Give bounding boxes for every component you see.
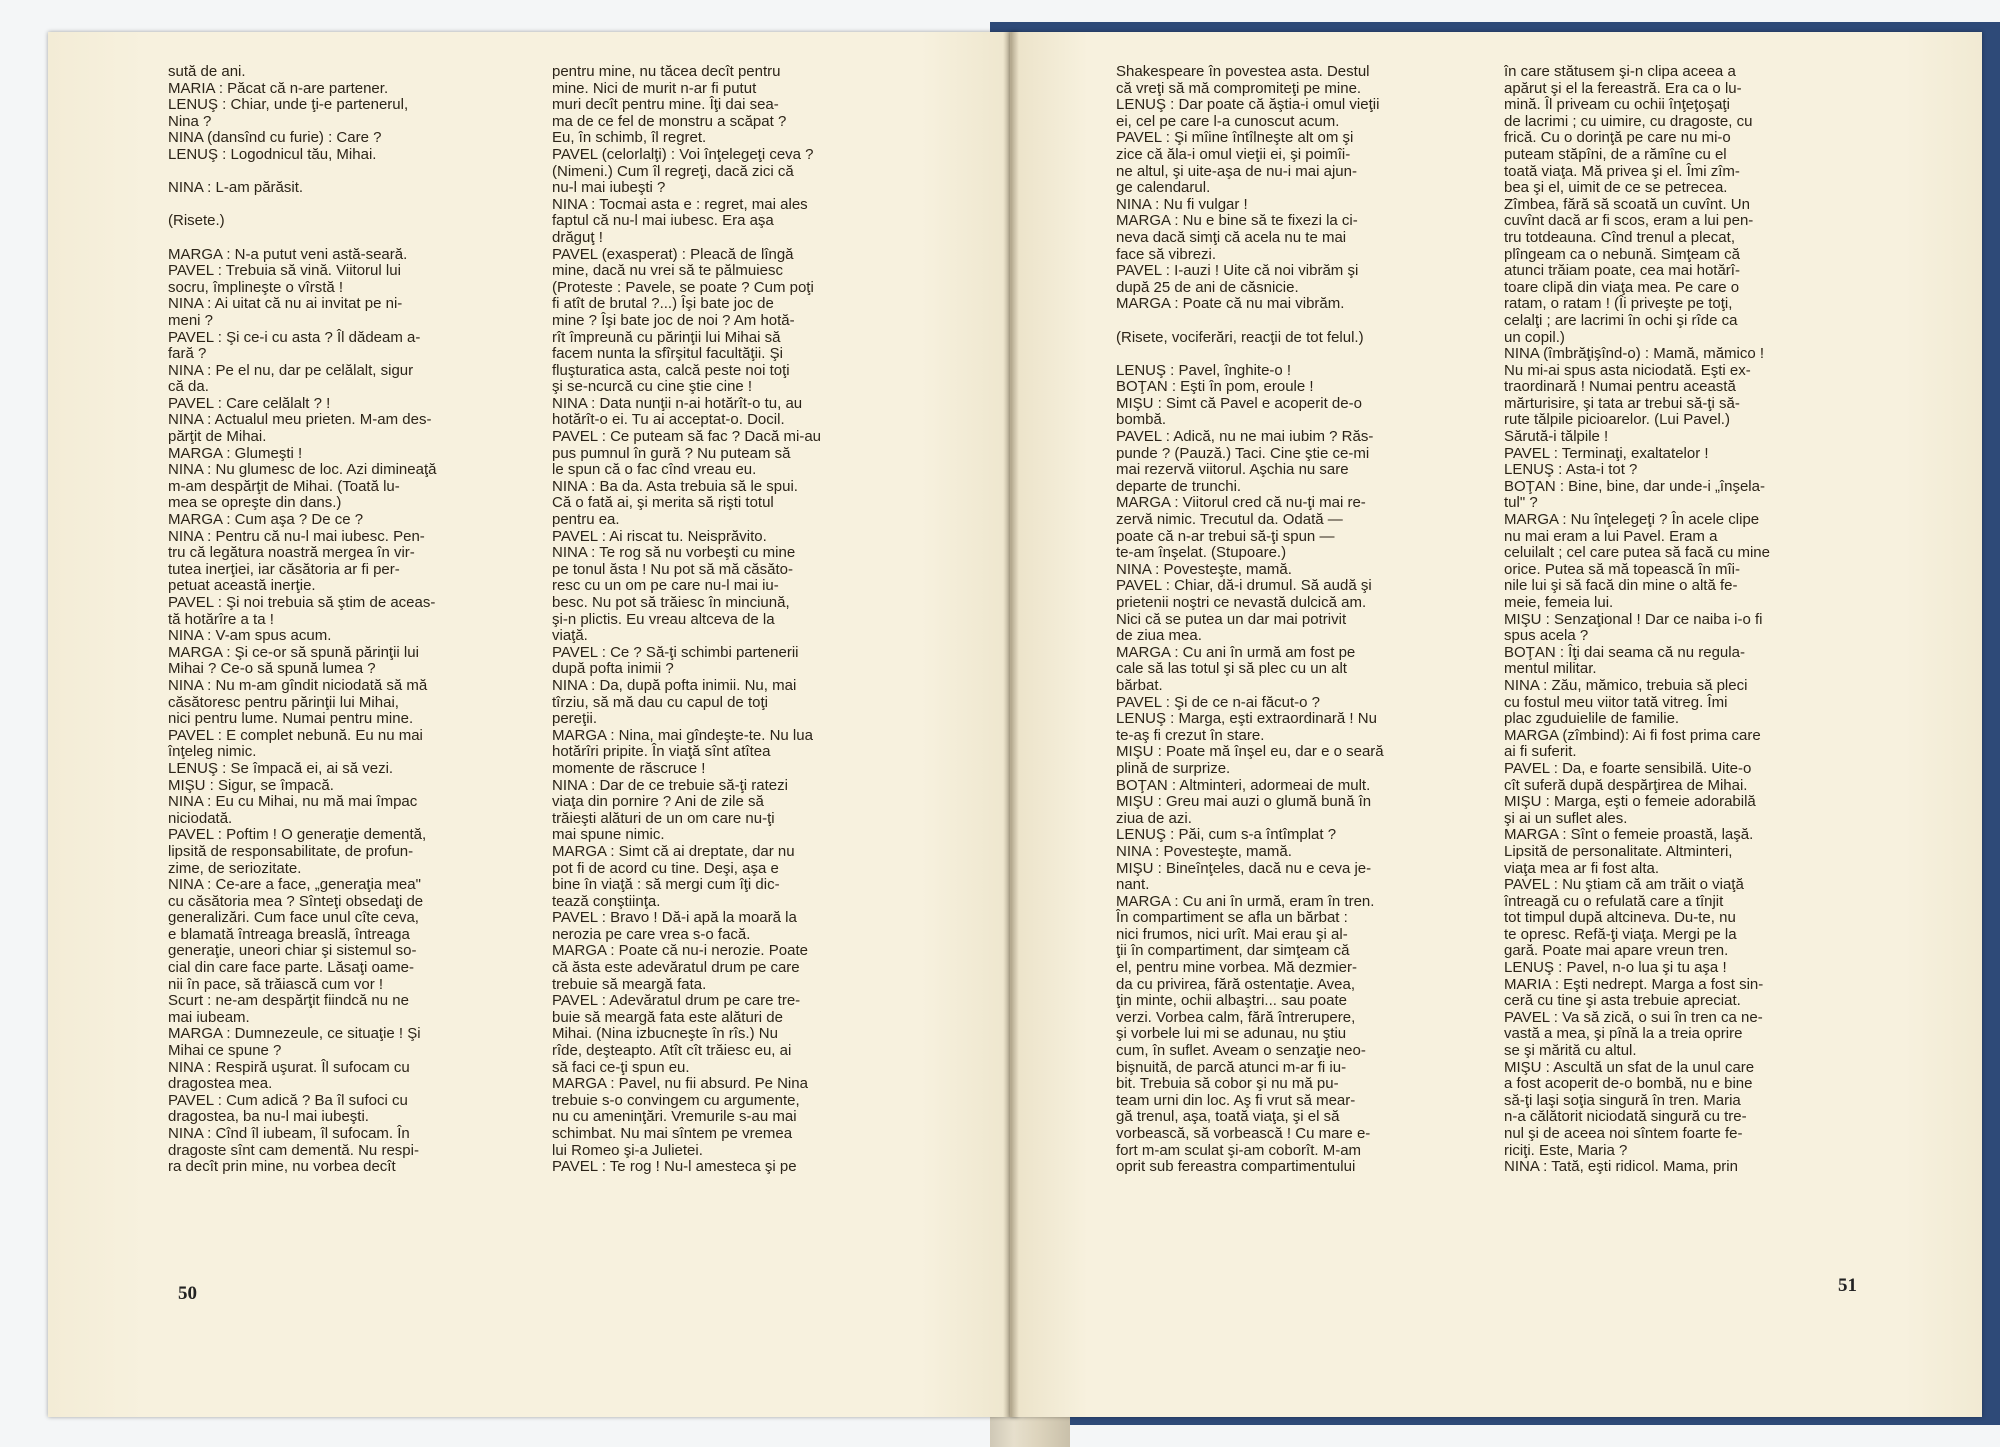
text-line: bit. Trebuia să cobor şi nu mă pu- [1116, 1075, 1339, 1093]
text-line: NINA : Zău, mămico, trebuia să pleci [1504, 676, 1748, 694]
text-line: ei, cel pe care l-a cunoscut acum. [1116, 112, 1340, 130]
text-line: mine. Nici de murit n-ar fi putut [552, 79, 757, 97]
text-line: lipsită de responsabilitate, de profun- [168, 842, 414, 860]
text-line: cu căsătoria mea ? Sînteţi obsedaţi de [168, 892, 424, 910]
text-line: meni ? [168, 311, 214, 329]
text-line: punde ? (Pauză.) Taci. Cine ştie ce-mi [1116, 444, 1370, 462]
text-line: resc cu un om pe care nu-l mai iu- [552, 577, 779, 595]
text-line: rîde, deşteapto. Atît cît trăiesc eu, ai [552, 1042, 792, 1060]
text-line: frică. Cu o dorinţă pe care nu mi-o [1504, 129, 1731, 147]
text-line: momente de răscruce ! [552, 759, 706, 777]
text-line: (Proteste : Pavele, se poate ? Cum poţi [552, 278, 814, 296]
text-line: face să vibrezi. [1116, 245, 1217, 263]
text-line: bea şi el, uimit de ce se petrecea. [1504, 179, 1728, 197]
text-line: MIŞU : Ascultă un sfat de la unul care [1504, 1058, 1755, 1076]
text-line: NINA : V-am spus acum. [168, 627, 332, 645]
text-line: MARIA : Eşti nedrept. Marga a fost sin- [1504, 975, 1764, 993]
text-line: LENUŞ : Pavel, n-o lua şi tu aşa ! [1504, 959, 1727, 977]
text-line: nerozia pe care vrea s-o facă. [552, 925, 751, 943]
text-line: toată viaţa. Mă privea şi el. Îmi zîm- [1504, 162, 1740, 180]
text-line: Mihai. (Nina izbucneşte în rîs.) Nu [552, 1025, 778, 1043]
text-line: lui Romeo şi-a Julietei. [552, 1141, 703, 1159]
text-line: viaţă. [552, 627, 588, 645]
text-line: MIŞU : Poate mă înşel eu, dar e o seară [1116, 743, 1384, 761]
text-line: zice că ăla-i omul vieţii ei, şi poimîi- [1116, 145, 1351, 163]
text-line: părţit de Mihai. [168, 428, 267, 446]
text-line: pentru mine, nu tăcea decît pentru [552, 64, 781, 80]
text-line: căsătoresc pentru părinţii lui Mihai, [168, 693, 399, 711]
text-line: ziua de azi. [1116, 809, 1192, 827]
text-line: cale să las totul şi să plec cu un alt [1116, 660, 1347, 678]
text-line: tă hotărîre a ta ! [168, 610, 274, 628]
text-line: nici pentru lume. Numai pentru mine. [168, 710, 414, 728]
text-line: ceră cu tine şi asta trebuie apreciat. [1504, 992, 1741, 1010]
text-line: gară. Poate mai apare vreun tren. [1504, 942, 1729, 960]
text-line: nu-l mai iubeşti ? [552, 179, 666, 197]
text-line: mai iubeam. [168, 1008, 250, 1026]
text-line: PAVEL : Adevăratul drum pe care tre- [552, 992, 801, 1010]
text-line: apărut şi el la fereastră. Era ca o lu- [1504, 79, 1742, 97]
text-line: ratam, o ratam ! (Îi priveşte pe toţi, [1504, 295, 1733, 313]
text-line: dragoste sînt cam dementă. Nu respi- [168, 1141, 419, 1159]
text-line: cît suferă după despărţirea de Mihai. [1504, 776, 1748, 794]
text-line: mea se opreşte din dans.) [168, 494, 342, 512]
text-line: NINA : Pentru că nu-l mai iubesc. Pen- [168, 527, 425, 545]
text-line: MARGA : Nina, mai gîndeşte-te. Nu lua [552, 726, 813, 744]
text-line: mai spune nimic. [552, 826, 665, 844]
text-line: PAVEL : Bravo ! Dă-i apă la moară la [552, 909, 797, 927]
text-line: (Risete.) [168, 212, 225, 230]
text-line: MARGA : Poate că nu-i nerozie. Poate [552, 942, 808, 960]
text-line: PAVEL : Care celălalt ? ! [168, 394, 331, 412]
text-line: te-am înşelat. (Stupoare.) [1116, 544, 1287, 562]
text-line: LENUŞ : Logodnicul tău, Mihai. [168, 145, 377, 163]
text-line [1116, 346, 1492, 363]
text-line: atunci trăiam poate, cea mai hotărî- [1504, 262, 1740, 280]
text-line: NINA : Actualul meu prieten. M-am des- [168, 411, 432, 429]
text-line: nant. [1116, 876, 1150, 894]
text-line: tul" ? [1504, 494, 1538, 512]
text-line: hotărîri pripite. În viaţă sînt atîtea [552, 743, 771, 761]
text-line: şi vorbele lui mi se adunau, nu ştiu [1116, 1025, 1347, 1043]
text-line: MARGA : Cu ani în urmă am fost pe [1116, 643, 1356, 661]
text-line: MARGA : Sînt o femeie proastă, laşă. [1504, 826, 1754, 844]
text-line: LENUŞ : Marga, eşti extraordinară ! Nu [1116, 710, 1377, 728]
text-line: nii în pace, să trăiască cum vor ! [168, 975, 384, 993]
text-line: PAVEL : E complet nebună. Eu nu mai [168, 726, 423, 744]
text-line: mine ? Îşi bate joc de noi ? Am hotă- [552, 311, 795, 329]
text-line: verzi. Vorbea calm, fără întrerupere, [1116, 1008, 1356, 1026]
text-line: mentul militar. [1504, 660, 1597, 678]
text-line: MARGA : Viitorul cred că nu-ţi mai re- [1116, 494, 1366, 512]
text-line: NINA : Ai uitat că nu ai invitat pe ni- [168, 295, 403, 313]
text-line: NINA : Nu m-am gîndit niciodată să mă [168, 676, 428, 694]
text-line: (Nimeni.) Cum îl regreţi, dacă zici că [552, 162, 794, 180]
text-line: prietenii noştri ce nevastă dulcică am. [1116, 594, 1367, 611]
text-line: pus pumnul în gură ? Nu puteam să [552, 444, 791, 462]
text-line: riciţi. Este, Maria ? [1504, 1141, 1628, 1159]
text-line: LENUŞ : Păi, cum s-a întîmplat ? [1116, 826, 1337, 844]
text-line: MARGA : Nu înţelegeţi ? În acele clipe [1504, 511, 1760, 529]
text-line: ţii în compartiment, dar simţeam că [1116, 942, 1350, 960]
text-line: NINA : Ce-are a face, „generaţia mea" [168, 876, 421, 894]
text-line: PAVEL : I-auzi ! Uite că noi vibrăm şi [1116, 262, 1359, 280]
text-line: traordinară ! Numai pentru această [1504, 378, 1736, 396]
text-line: sută de ani. [168, 64, 246, 80]
text-line: întreagă cu o refulată care a tînjit [1504, 892, 1724, 910]
text-line: tutea inerţiei, iar căsătoria ar fi per- [168, 560, 400, 578]
text-column-4 [1504, 64, 1896, 1294]
text-line: team urni din loc. Aş fi vrut să mear- [1116, 1091, 1356, 1109]
text-line: şi se-ncurcă cu cine ştie cine ! [552, 378, 753, 396]
text-line: Nici că se putea un dar mai potrivit [1116, 610, 1347, 628]
text-line: BOŢAN : Eşti în pom, eroule ! [1116, 378, 1314, 396]
text-column-2 [552, 64, 932, 1294]
text-line: NINA : Povesteşte, mamă. [1116, 842, 1292, 860]
text-line: tează conştiinţa. [552, 892, 661, 910]
text-line: (Risete, vociferări, reacţii de tot felul.) [1116, 328, 1364, 346]
text-line: MIŞU : Simt că Pavel e acoperit de-o [1116, 394, 1362, 412]
text-line: dragostea, ba nu-l mai iubeşti. [168, 1108, 369, 1126]
text-line: NINA (îmbrăţişînd-o) : Mamă, mămico ! [1504, 345, 1765, 363]
text-line: vastă a mea, şi pînă la a treia oprire [1504, 1025, 1743, 1043]
text-line: LENUŞ : Pavel, înghite-o ! [1116, 361, 1292, 379]
text-line: gă trenul, aşa, toată viaţa, şi el să [1116, 1108, 1340, 1126]
text-line: toare clipă din viaţa mea. Pe care o [1504, 278, 1740, 296]
text-line: celalţi ; are lacrimi în ochi şi rîde ca [1504, 311, 1738, 329]
text-line: petuat această inerţie. [168, 577, 316, 595]
text-line: cu fostul meu viitor tată vitreg. Îmi [1504, 693, 1728, 711]
text-line: ai fi suferit. [1504, 743, 1577, 761]
text-line: mărturisire, şi tata ar trebui să-ţi să- [1504, 394, 1740, 412]
text-line: să-ţi laşi soţia singură în tren. Maria [1504, 1091, 1741, 1109]
text-line: NINA : Povesteşte, mamă. [1116, 560, 1292, 578]
text-line: NINA : Dar de ce trebuie să-ţi ratezi [552, 776, 788, 794]
text-line: MARGA : Pavel, nu fii absurd. Pe Nina [552, 1075, 808, 1093]
text-line: PAVEL : Şi ce-i cu asta ? Îl dădeam a- [168, 328, 421, 346]
text-line: faptul că nu-l mai iubesc. Era aşa [552, 212, 774, 230]
text-line: NINA (dansînd cu furie) : Care ? [168, 129, 382, 147]
text-line: NINA : Nu glumesc de loc. Azi dimineaţă [168, 461, 437, 479]
text-line: după 25 de ani de căsnicie. [1116, 278, 1299, 296]
text-line: pe tonul ăsta ! Nu pot să mă căsăto- [552, 560, 793, 578]
text-line: după pofta inimii ? [552, 660, 674, 678]
text-line: Scurt : ne-am despărţit fiindcă nu ne [168, 992, 409, 1010]
text-line: PAVEL : Şi noi trebuia să ştim de aceas- [168, 594, 436, 611]
text-line: PAVEL : Va să zică, o sui în tren ca ne- [1504, 1008, 1763, 1026]
text-line: PAVEL : Şi mîine întîlneşte alt om şi [1116, 129, 1354, 147]
text-line: nici frumos, nici urît. Mai erau şi al- [1116, 925, 1348, 943]
text-line: viaţa din pornire ? Ani de zile să [552, 793, 764, 811]
text-line: n-a călătorit niciodată singură cu tre- [1504, 1108, 1747, 1126]
text-line: plină de surprize. [1116, 759, 1231, 777]
text-line: în care stătusem şi-n clipa aceea a [1504, 64, 1736, 80]
text-line: MARGA : N-a putut veni astă-seară. [168, 245, 408, 263]
text-line: BOŢAN : Bine, bine, dar unde-i „înşela- [1504, 477, 1765, 495]
text-line: Lipsită de personalitate. Altminteri, [1504, 842, 1733, 860]
text-line: MARGA : Cum aşa ? De ce ? [168, 511, 364, 529]
text-line: rute tălpile picioarelor. (Lui Pavel.) [1504, 411, 1730, 429]
text-line: trebuie s-o convingem cu argumente, [552, 1091, 800, 1109]
text-line [168, 230, 528, 247]
text-line: Nina ? [168, 112, 212, 130]
text-line: meie, femeia lui. [1504, 594, 1614, 611]
text-line: PAVEL : Te rog ! Nu-l amesteca şi pe [552, 1158, 797, 1176]
text-line: MARGA : Glumeşti ! [168, 444, 303, 462]
text-line: le spun că o fac cînd vreau eu. [552, 461, 757, 479]
text-line: tîrziu, să mă dau cu capul de toţi [552, 693, 768, 711]
text-line: neva dacă simţi că acela nu te mai [1116, 228, 1347, 246]
text-line: PAVEL : Chiar, dă-i drumul. Să audă şi [1116, 577, 1372, 595]
text-line: MARGA (zîmbind): Ai fi fost prima care [1504, 726, 1761, 744]
text-line: ne altul, şi uite-aşa de nu-i mai ajun- [1116, 162, 1357, 180]
text-line [1116, 313, 1492, 330]
text-line: PAVEL (celorlalţi) : Voi înţelegeţi ceva ? [552, 145, 814, 163]
text-line: dragostea mea. [168, 1075, 273, 1093]
text-line: Că o fată ai, şi merita să rişti totul [552, 494, 774, 512]
text-line: LENUŞ : Dar poate că ăştia-i omul vieţii [1116, 96, 1380, 114]
text-line: MIŞU : Marga, eşti o femeie adorabilă [1504, 793, 1756, 811]
page-number-left: 50 [178, 1283, 197, 1304]
text-line: ţin minte, ochii albaştri... sau poate [1116, 992, 1347, 1010]
text-line [168, 164, 528, 181]
text-line: şi-n plictis. Eu vreau altceva de la [552, 610, 775, 628]
text-line: PAVEL : Ce puteam să fac ? Dacă mi-au [552, 428, 822, 446]
text-line: departe de trunchi. [1116, 477, 1242, 495]
text-line: nile lui şi să facă din mine o altă fe- [1504, 577, 1738, 595]
text-line: pereţii. [552, 710, 598, 728]
text-line: că vreţi să mă compromiteţi pe mine. [1116, 79, 1362, 97]
text-line: fort m-am sculat şi-am coborît. M-am [1116, 1141, 1362, 1159]
text-column-1 [168, 64, 528, 1294]
text-line: mai rezervă viitorul. Aşchia nu sare [1116, 461, 1349, 479]
text-line: spus acela ? [1504, 627, 1589, 645]
text-line: PAVEL : Terminaţi, exaltatelor ! [1504, 444, 1709, 462]
text-line: mină. Îl priveam cu ochii înţeţoşaţi [1504, 96, 1730, 114]
text-line: PAVEL : Poftim ! O generaţie dementă, [168, 826, 427, 844]
text-line: muri decît pentru mine. Îţi dai sea- [552, 96, 779, 114]
text-line: NINA : Tată, eşti ridicol. Mama, prin [1504, 1158, 1738, 1176]
text-line: MIŞU : Senzaţional ! Dar ce naiba i-o fi [1504, 610, 1763, 628]
text-line: trebuie să meargă fata. [552, 975, 707, 993]
text-line: PAVEL : Trebuia să vină. Viitorul lui [168, 262, 401, 280]
text-line: NINA : Tocmai asta e : regret, mai ales [552, 195, 808, 213]
text-line: LENUŞ : Asta-i tot ? [1504, 461, 1638, 479]
text-line: Mihai ? Ce-o să spună lumea ? [168, 660, 376, 678]
text-line: NINA : Da, după pofta inimii. Nu, mai [552, 676, 797, 694]
text-line: plîngeam ca o nebună. Simţeam că [1504, 245, 1740, 263]
text-line: ge calendarul. [1116, 179, 1211, 197]
text-line: PAVEL (exasperat) : Pleacă de lîngă [552, 245, 794, 263]
text-line: că ăsta este adevăratul drum pe care [552, 959, 800, 977]
text-line: LENUŞ : Se împacă ei, ai să vezi. [168, 759, 394, 777]
text-line: besc. Nu pot să trăiesc în minciună, [552, 594, 790, 611]
text-line: bărbat. [1116, 676, 1163, 694]
text-line: celuilalt ; cel care putea să facă cu mine [1504, 544, 1770, 562]
text-line: MARGA : Cu ani în urmă, eram în tren. [1116, 892, 1375, 910]
text-line: trăieşti alături de un om care nu-ţi [552, 809, 775, 827]
text-line: NINA : Te rog să nu vorbeşti cu mine [552, 544, 796, 562]
text-line: Nu mi-ai spus asta niciodată. Eşti ex- [1504, 361, 1751, 379]
text-line: În compartiment se afla un bărbat : [1116, 909, 1348, 927]
text-line: el, pentru mine vorbea. Mă dezmier- [1116, 959, 1357, 977]
text-line: viaţa mea ar fi fost alta. [1504, 859, 1660, 877]
text-line: schimbat. Nu mai sîntem pe vremea [552, 1125, 793, 1142]
text-line: nu mai eram a lui Pavel. Eram a [1504, 527, 1718, 545]
text-line: orice. Putea să mă topească în mîi- [1504, 560, 1740, 578]
text-line: MARGA : Simt că ai dreptate, dar nu [552, 842, 795, 860]
text-line: tru că legătura noastră mergea în vir- [168, 544, 415, 562]
text-line: m-am despărţit de Mihai. (Toată lu- [168, 477, 400, 495]
text-line: PAVEL : Adică, nu ne mai iubim ? Răs- [1116, 428, 1374, 446]
text-line: PAVEL : Ai riscat tu. Neisprăvito. [552, 527, 767, 545]
text-line: PAVEL : Nu ştiam că am trăit o viaţă [1504, 876, 1744, 894]
text-line: fară ? [168, 345, 207, 363]
text-line: ma de ce fel de monstru a scăpat ? [552, 112, 787, 130]
text-line: de lacrimi ; cu uimire, cu dragoste, cu [1504, 112, 1753, 130]
text-line: Mihai ce spune ? [168, 1042, 282, 1060]
text-column-3 [1116, 64, 1492, 1294]
text-line: BOŢAN : Altminteri, adormeai de mult. [1116, 776, 1371, 794]
text-line: NINA : Data nunţii n-ai hotărît-o tu, au [552, 394, 803, 412]
text-line: NINA : Ba da. Asta trebuia să le spui. [552, 477, 798, 495]
text-line: LENUŞ : Chiar, unde ţi-e partenerul, [168, 96, 409, 114]
text-line: puteam stăpîni, de a rămîne cu el [1504, 145, 1727, 163]
text-line: MIŞU : Greu mai auzi o glumă bună în [1116, 793, 1372, 811]
text-line: NINA : L-am părăsit. [168, 179, 304, 197]
text-line: NINA : Respiră uşurat. Îl sufocam cu [168, 1058, 410, 1076]
text-line: MIŞU : Sigur, se împacă. [168, 776, 334, 794]
text-line: da cu privirea, fără ostentaţie. Avea, [1116, 975, 1356, 993]
text-line: PAVEL : Cum adică ? Ba îl sufoci cu [168, 1091, 408, 1109]
text-line: te opresc. Refă-ţi viaţa. Mergi pe la [1504, 925, 1737, 943]
page-number-right: 51 [1838, 1275, 1857, 1296]
text-line: socru, împlineşte o vîrstă ! [168, 278, 344, 296]
text-line: cuvînt dacă ar fi scos, eram a lui pen- [1504, 212, 1754, 230]
text-line: generaţie, uneori chiar şi sistemul so- [168, 942, 417, 960]
text-line: niciodată. [168, 809, 233, 827]
text-line: bişnuită, de parcă atunci m-ar fi iu- [1116, 1058, 1347, 1076]
text-line: MARGA : Nu e bine să te fixezi la ci- [1116, 212, 1358, 230]
text-line: Eu, în schimb, îl regret. [552, 129, 707, 147]
text-line: cum, în suflet. Aveam o senzaţie neo- [1116, 1042, 1366, 1060]
text-line: Sărută-i tălpile ! [1504, 428, 1609, 446]
text-line: PAVEL : Şi de ce n-ai făcut-o ? [1116, 693, 1320, 711]
text-line: NINA : Cînd îl iubeam, îl sufocam. În [168, 1125, 410, 1142]
text-line: MARGA : Şi ce-or să spună părinţii lui [168, 643, 419, 661]
text-line: se şi mărită cu altul. [1504, 1042, 1637, 1060]
text-line: drăguţ ! [552, 228, 603, 246]
text-line: bine în viaţă : să mergi cum îţi dic- [552, 876, 780, 894]
text-line: tot timpul după altcineva. Du-te, nu [1504, 909, 1736, 927]
text-line: mine, dacă nu vrei să te pălmuiesc [552, 262, 783, 280]
text-line: un copil.) [1504, 328, 1565, 346]
text-line [168, 197, 528, 214]
text-line: să faci ce-ţi spun eu. [552, 1058, 690, 1076]
text-line: Zîmbea, fără să scoată un cuvînt. Un [1504, 195, 1750, 213]
text-line: poate că n-ar trebui să-ţi spun — [1116, 527, 1335, 545]
book-gutter [1003, 32, 1019, 1417]
text-line: nu cu ameninţări. Vremurile s-au mai [552, 1108, 797, 1126]
text-line: e blamată întreaga breaslă, întreaga [168, 925, 410, 943]
text-line: înţeleg nimic. [168, 743, 257, 761]
text-line: şi ai un suflet ales. [1504, 809, 1628, 827]
text-line: a fost acoperit de-o bombă, nu e bine [1504, 1075, 1753, 1093]
text-line: facem nunta la sfîrşitul facultăţii. Şi [552, 345, 783, 363]
text-line: pentru ea. [552, 511, 620, 529]
text-line: fi atît de brutal ?...) Îşi bate joc de [552, 295, 774, 313]
text-line: generalizări. Cum face unul cîte ceva, [168, 909, 419, 927]
text-line: de ziua mea. [1116, 627, 1202, 645]
text-line: NINA : Eu cu Mihai, nu mă mai împac [168, 793, 418, 811]
text-line: rît împreună cu părinţii lui Mihai să [552, 328, 781, 346]
text-line: PAVEL : Da, e foarte sensibilă. Uite-o [1504, 759, 1752, 777]
text-line: nul şi de aceea noi sîntem foarte fe- [1504, 1125, 1743, 1142]
text-line: MIŞU : Bineînţeles, dacă nu e ceva je- [1116, 859, 1372, 877]
text-line: că da. [168, 378, 209, 396]
text-line: oprit sub fereastra compartimentului [1116, 1158, 1356, 1176]
text-line: Shakespeare în povestea asta. Destul [1116, 64, 1370, 80]
text-line: MARGA : Dumnezeule, ce situaţie ! Şi [168, 1025, 421, 1043]
text-line: MARGA : Poate că nu mai vibrăm. [1116, 295, 1345, 313]
text-line: hotărît-o ei. Tu ai acceptat-o. Docil. [552, 411, 785, 429]
text-line: zervă nimic. Trecutul da. Odată — [1116, 511, 1343, 529]
text-line: zime, de seriozitate. [168, 859, 302, 877]
text-line: ra decît prin mine, nu vorbea decît [168, 1158, 396, 1176]
text-line: MARIA : Păcat că n-are partener. [168, 79, 389, 97]
text-line: NINA : Nu fi vulgar ! [1116, 195, 1248, 213]
text-line: vorbească, să vorbească ! Cu mare e- [1116, 1125, 1371, 1142]
text-line: buie să meargă fata este alături de [552, 1008, 783, 1026]
text-line: te-aş fi crezut în stare. [1116, 726, 1265, 744]
text-line: fluşturatica asta, calcă peste noi toţi [552, 361, 790, 379]
text-line: plac zguduielile de familie. [1504, 710, 1680, 728]
text-line: NINA : Pe el nu, dar pe celălalt, sigur [168, 361, 414, 379]
text-line: tru totdeauna. Cînd trenul a plecat, [1504, 228, 1735, 246]
text-line: pot fi de acord cu tine. Deşi, aşa e [552, 859, 779, 877]
text-line: PAVEL : Ce ? Să-ţi schimbi partenerii [552, 643, 799, 661]
text-line: bombă. [1116, 411, 1167, 429]
text-line: BOŢAN : Îţi dai seama că nu regula- [1504, 643, 1745, 661]
text-line: cial din care face parte. Lăsaţi oame- [168, 959, 414, 977]
